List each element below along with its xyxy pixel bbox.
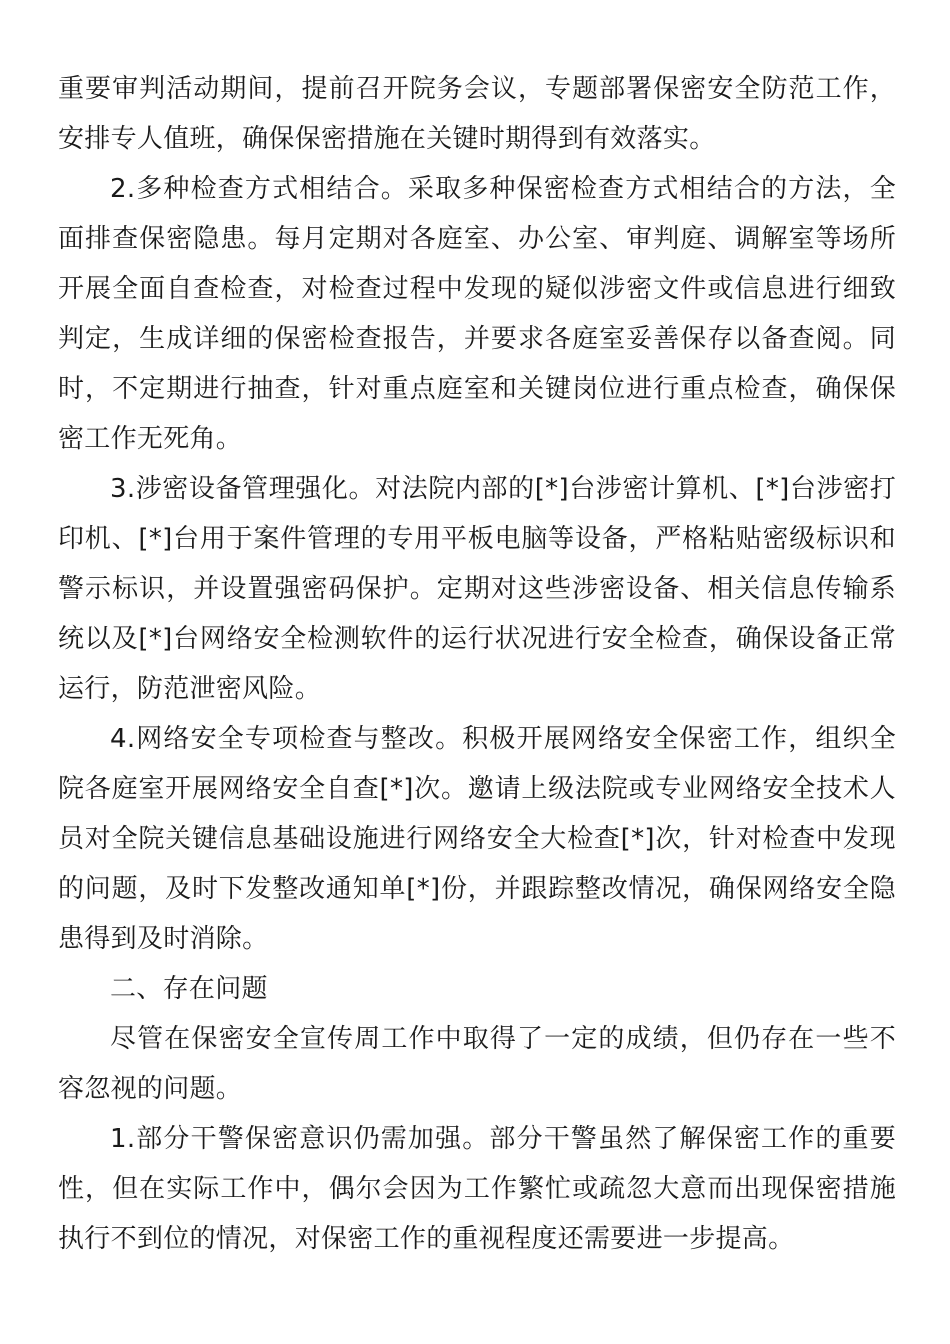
paragraph-continuation: 重要审判活动期间，提前召开院务会议，专题部署保密安全防范工作，安排专人值班，确保保密措施在关键时期得到有效落实。: [58, 74, 896, 154]
paragraph-intro-problems: 尽管在保密安全宣传周工作中取得了一定的成绩，但仍存在一些不容忽视的问题。: [58, 1024, 896, 1104]
paragraph-item-4: 4.网络安全专项检查与整改。积极开展网络安全保密工作，组织全院各庭室开展网络安全自查[*]次。邀请上级法院或专业网络安全技术人员对全院关键信息基础设施进行网络安全大检查[*]次，针对检查中发现的问题，及时下发整改通知单[*]份，并跟踪整改情况，确保网络安全隐患得到及时消除。: [58, 724, 896, 954]
paragraph-item-2: 2.多种检查方式相结合。采取多种保密检查方式相结合的方法，全面排查保密隐患。每月定期对各庭室、办公室、审判庭、调解室等场所开展全面自查检查，对检查过程中发现的疑似涉密文件或信息进行细致判定，生成详细的保密检查报告，并要求各庭室妥善保存以备查阅。同时，不定期进行抽查，针对重点庭室和关键岗位进行重点检查，确保保密工作无死角。: [58, 174, 896, 454]
section-heading-problems: 二、存在问题: [110, 974, 268, 1004]
document-body: [58, 64, 896, 1264]
paragraph-problem-1: 1.部分干警保密意识仍需加强。部分干警虽然了解保密工作的重要性，但在实际工作中，偶尔会因为工作繁忙或疏忽大意而出现保密措施执行不到位的情况，对保密工作的重视程度还需要进一步提高。: [58, 1124, 896, 1254]
paragraph-item-3: 3.涉密设备管理强化。对法院内部的[*]台涉密计算机、[*]台涉密打印机、[*]台用于案件管理的专用平板电脑等设备，严格粘贴密级标识和警示标识，并设置强密码保护。定期对这些涉密设备、相关信息传输系统以及[*]台网络安全检测软件的运行状况进行安全检查，确保设备正常运行，防范泄密风险。: [58, 474, 896, 704]
